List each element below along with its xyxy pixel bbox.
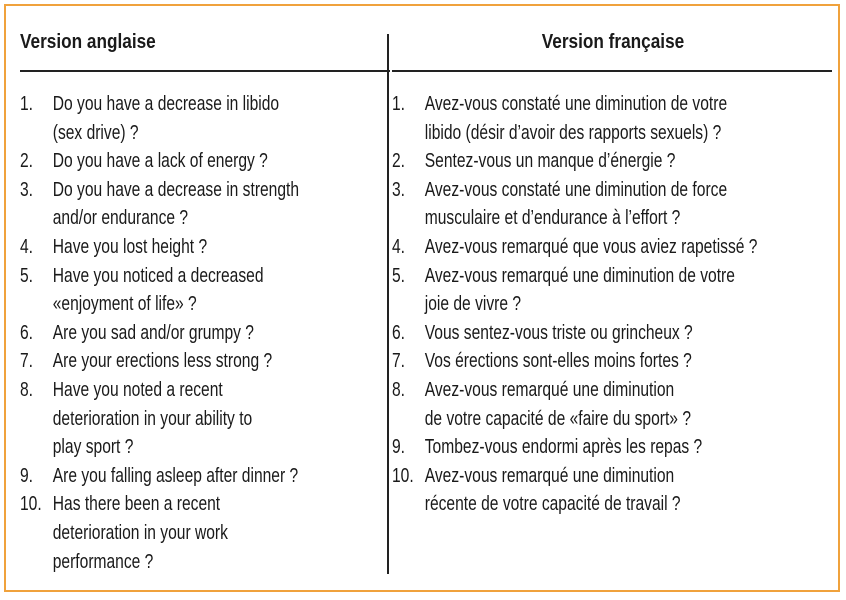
question-text: [425, 262, 802, 319]
question-text: [53, 462, 387, 491]
question-text-line: deterioration in your ability to: [52, 407, 253, 430]
french-column: [394, 6, 832, 64]
question-number: 6.: [392, 321, 406, 344]
question-text: [53, 176, 387, 233]
question-text-line: musculaire et d’endurance à l’effort ?: [424, 207, 681, 230]
english-question-item: [20, 319, 387, 348]
question-text: [425, 376, 802, 433]
question-number: 7.: [20, 350, 34, 373]
question-number: 3.: [392, 178, 406, 201]
french-question-item: [392, 347, 802, 376]
question-text-line: Avez-vous constaté une diminution de force: [424, 178, 728, 201]
question-text: [53, 490, 387, 576]
question-number: 8.: [20, 378, 34, 401]
english-question-item: [20, 262, 387, 319]
question-text: [425, 147, 802, 176]
question-number: 7.: [392, 350, 406, 373]
french-question-item: [392, 147, 802, 176]
question-text-line: Are your erections less strong ?: [52, 350, 273, 373]
english-question-item: [20, 233, 387, 262]
question-text: [425, 433, 802, 462]
french-question-item: [392, 90, 802, 147]
english-question-item: [20, 90, 387, 147]
french-question-item: [392, 176, 802, 233]
question-text-line: Avez-vous remarqué une diminution: [424, 378, 675, 401]
question-text-line: Do you have a lack of energy ?: [52, 150, 268, 173]
question-text-line: (sex drive) ?: [52, 121, 139, 144]
question-text-line: Have you noticed a decreased: [52, 264, 264, 287]
question-text-line: Avez-vous constaté une diminution de votre: [424, 93, 728, 115]
question-number: 3.: [20, 178, 34, 201]
question-text-line: Avez-vous remarqué que vous aviez rapetissé ?: [424, 235, 758, 258]
english-question-item: [20, 490, 387, 576]
french-question-item: [392, 376, 802, 433]
question-number: 5.: [20, 264, 34, 287]
question-text-line: Vos érections sont-elles moins fortes ?: [424, 350, 692, 373]
english-question-item: [20, 176, 387, 233]
question-text: [425, 347, 802, 376]
question-text-line: Have you noted a recent: [52, 378, 223, 401]
question-text-line: play sport ?: [52, 436, 134, 459]
english-header: Version anglaise: [20, 31, 156, 53]
question-text: [425, 319, 802, 348]
question-text-line: Are you falling asleep after dinner ?: [52, 464, 299, 487]
question-text-line: joie de vivre ?: [424, 293, 522, 316]
english-question-item: [20, 147, 387, 176]
question-number: 10.: [392, 464, 414, 487]
question-text: [53, 262, 387, 319]
question-text: [53, 376, 387, 462]
question-text-line: récente de votre capacité de travail ?: [424, 493, 681, 516]
french-question-item: [392, 462, 802, 519]
question-text-line: «enjoyment of life» ?: [52, 293, 197, 316]
question-number: 2.: [20, 150, 34, 173]
french-questions-list: [392, 90, 846, 519]
french-question-item: [392, 319, 802, 348]
question-text: [53, 347, 387, 376]
question-text-line: Has there been a recent: [52, 493, 221, 516]
header-rule-right: [392, 70, 832, 72]
question-number: 4.: [392, 235, 406, 258]
english-question-item: [20, 462, 387, 491]
question-text: [425, 233, 802, 262]
french-header: Version française: [541, 31, 685, 53]
question-number: 4.: [20, 235, 34, 258]
question-text-line: Are you sad and/or grumpy ?: [52, 321, 254, 344]
header-rule-left: [20, 70, 390, 72]
english-question-item: [20, 376, 387, 462]
french-question-item: [392, 233, 802, 262]
question-text-line: Tombez-vous endormi après les repas ?: [424, 436, 703, 459]
question-number: 9.: [392, 436, 406, 459]
english-question-item: [20, 347, 387, 376]
question-text-line: Vous sentez-vous triste ou grincheux ?: [424, 321, 693, 344]
question-text: [53, 233, 387, 262]
french-question-item: [392, 433, 802, 462]
question-number: 1.: [20, 93, 34, 115]
question-text-line: Do you have a decrease in strength: [52, 178, 300, 201]
question-number: 9.: [20, 464, 34, 487]
question-text-line: Sentez-vous un manque d’énergie ?: [424, 150, 676, 173]
question-number: 1.: [392, 93, 406, 115]
question-text-line: performance ?: [52, 550, 154, 573]
question-text: [425, 176, 802, 233]
question-text: [425, 462, 802, 519]
question-number: 5.: [392, 264, 406, 287]
question-text-line: Do you have a decrease in libido: [52, 93, 280, 115]
question-text-line: de votre capacité de «faire du sport» ?: [424, 407, 691, 430]
question-number: 2.: [392, 150, 406, 173]
question-text: [53, 90, 387, 147]
question-text-line: libido (désir d’avoir des rapports sexuels) ?: [424, 121, 722, 144]
french-question-item: [392, 262, 802, 319]
question-text: [53, 147, 387, 176]
question-text-line: Avez-vous remarqué une diminution: [424, 464, 675, 487]
question-text: [425, 90, 802, 147]
question-text-line: deterioration in your work: [52, 521, 228, 544]
english-column: [20, 6, 386, 64]
table-frame: [4, 4, 840, 592]
question-number: 10.: [20, 493, 42, 516]
question-text-line: and/or endurance ?: [52, 207, 189, 230]
question-number: 8.: [392, 378, 406, 401]
question-number: 6.: [20, 321, 34, 344]
question-text: [53, 319, 387, 348]
question-text-line: Avez-vous remarqué une diminution de votre: [424, 264, 735, 287]
question-text-line: Have you lost height ?: [52, 235, 208, 258]
